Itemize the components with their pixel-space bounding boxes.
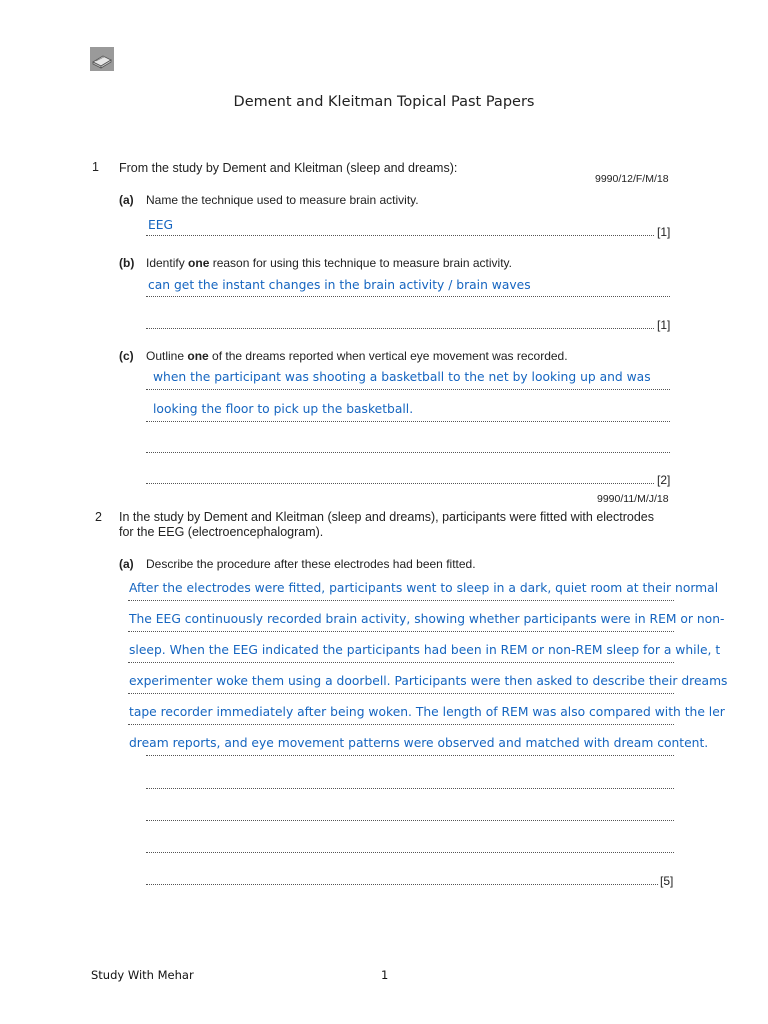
question-1b-mark: [1] [657,318,671,332]
answer-line [128,693,674,694]
answer-line [146,483,654,484]
answer-line [146,820,674,821]
question-1a-answer: EEG [148,218,174,232]
question-2a-answer-line-3: sleep. When the EEG indicated the participants had been in REM or non-REM sleep for a while, t [129,643,721,657]
question-1c-answer-line-2: looking the floor to pick up the basketball. [153,402,414,416]
answer-line [146,884,658,885]
question-1-number: 1 [92,160,99,174]
answer-line [128,724,674,725]
footer-page-number: 1 [381,968,389,982]
answer-line [146,328,654,329]
answer-line [128,662,674,663]
question-2a-mark: [5] [660,874,674,888]
question-1c-label: (c) [119,349,134,363]
book-stack-icon [90,47,114,71]
question-1c-answer-line-1: when the participant was shooting a basketball to the net by looking up and was [153,370,651,384]
question-2-stem-line-1: In the study by Dement and Kleitman (sleep and dreams), participants were fitted with electrodes [119,510,654,524]
question-1c-mark: [2] [657,473,671,487]
question-1b-prompt: Identify one reason for using this technique to measure brain activity. [146,256,512,270]
answer-line [146,788,674,789]
answer-line [128,600,674,601]
page-title: Dement and Kleitman Topical Past Papers [233,94,535,110]
question-2a-prompt: Describe the procedure after these electrodes had been fitted. [146,557,476,571]
answer-line [128,631,674,632]
question-1c-prompt: Outline one of the dreams reported when vertical eye movement was recorded. [146,349,568,363]
answer-line [146,296,670,297]
answer-line [146,452,670,453]
question-2-paper-code: 9990/11/M/J/18 [597,493,669,505]
question-1b-label: (b) [119,256,135,270]
answer-line [146,852,674,853]
question-1a-mark: [1] [657,225,671,239]
question-1-paper-code: 9990/12/F/M/18 [595,173,669,185]
answer-line [146,389,670,390]
answer-line [146,235,654,236]
question-2a-answer-line-5: tape recorder immediately after being woken. The length of REM was also compared with the ler [129,705,725,719]
question-1b-answer: can get the instant changes in the brain activity / brain waves [148,278,531,292]
question-2a-answer-line-6: dream reports, and eye movement patterns were observed and matched with dream content. [129,736,709,750]
question-2-number: 2 [95,510,102,524]
question-1-stem: From the study by Dement and Kleitman (sleep and dreams): [119,161,458,175]
answer-line [146,755,674,756]
question-1a-prompt: Name the technique used to measure brain activity. [146,193,419,207]
question-2a-label: (a) [119,557,134,571]
question-2a-answer-line-4: experimenter woke them using a doorbell. Participants were then asked to describe their dreams [129,674,728,688]
question-1a-label: (a) [119,193,134,207]
question-2a-answer-line-1: After the electrodes were fitted, participants went to sleep in a dark, quiet room at their normal [129,581,719,595]
answer-line [146,421,670,422]
footer-author: Study With Mehar [91,968,194,982]
question-2a-answer-line-2: The EEG continuously recorded brain activity, showing whether participants were in REM or non- [129,612,725,626]
question-2-stem-line-2: for the EEG (electroencephalogram). [119,525,324,539]
